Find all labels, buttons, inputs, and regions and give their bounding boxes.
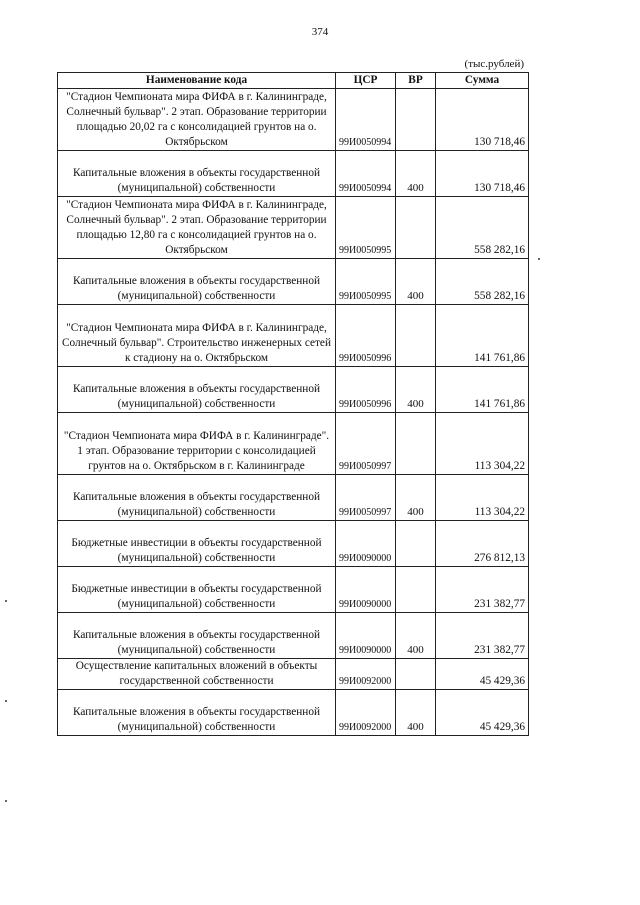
row-sum: 130 718,46 [436, 89, 529, 151]
row-name: Капитальные вложения в объекты государственной (муниципальной) собственности [58, 367, 336, 413]
row-vr [396, 659, 436, 690]
header-sum: Сумма [436, 73, 529, 89]
row-vr: 400 [396, 367, 436, 413]
header-csr: ЦСР [336, 73, 396, 89]
row-vr: 400 [396, 690, 436, 736]
row-vr: 400 [396, 613, 436, 659]
table-row [58, 475, 529, 521]
scan-speck [5, 800, 7, 802]
row-vr [396, 89, 436, 151]
table-row [58, 659, 529, 690]
row-csr: 99И0050996 [336, 305, 396, 367]
row-vr [396, 567, 436, 613]
row-sum: 45 429,36 [436, 659, 529, 690]
row-csr: 99И0090000 [336, 613, 396, 659]
row-vr: 400 [396, 475, 436, 521]
scan-speck [5, 600, 7, 602]
page-number: 374 [311, 26, 329, 38]
row-csr: 99И0050995 [336, 259, 396, 305]
row-vr [396, 413, 436, 475]
units-label: (тыс.рублей) [464, 58, 524, 70]
row-name: "Стадион Чемпионата мира ФИФА в г. Калининграде, Солнечный бульвар". Строительство инженерных сетей к стадиону на о. Октябрьском [58, 305, 336, 367]
row-name: Осуществление капитальных вложений в объекты государственной собственности [58, 659, 336, 690]
row-name: "Стадион Чемпионата мира ФИФА в г. Калининграде, Солнечный бульвар". 2 этап. Образование территории площадью 20,02 га с консолидацией грунтов на о. Октябрьском [58, 89, 336, 151]
row-vr: 400 [396, 259, 436, 305]
row-vr [396, 197, 436, 259]
row-csr: 99И0092000 [336, 659, 396, 690]
row-name: Капитальные вложения в объекты государственной (муниципальной) собственности [58, 151, 336, 197]
row-name: Бюджетные инвестиции в объекты государственной (муниципальной) собственности [58, 521, 336, 567]
table-row [58, 413, 529, 475]
row-sum: 276 812,13 [436, 521, 529, 567]
row-sum: 558 282,16 [436, 197, 529, 259]
row-sum: 45 429,36 [436, 690, 529, 736]
table-row [58, 521, 529, 567]
table-row [58, 197, 529, 259]
table-row [58, 567, 529, 613]
row-csr: 99И0092000 [336, 690, 396, 736]
table-row [58, 613, 529, 659]
row-sum: 113 304,22 [436, 475, 529, 521]
row-sum: 558 282,16 [436, 259, 529, 305]
budget-table [57, 72, 529, 736]
table-row [58, 690, 529, 736]
row-name: Капитальные вложения в объекты государственной (муниципальной) собственности [58, 259, 336, 305]
table-row [58, 151, 529, 197]
row-vr [396, 521, 436, 567]
row-csr: 99И0090000 [336, 567, 396, 613]
row-name: "Стадион Чемпионата мира ФИФА в г. Калининграде, Солнечный бульвар". 2 этап. Образование территории площадью 12,80 га с консолидацией грунтов на о. Октябрьском [58, 197, 336, 259]
row-vr [396, 305, 436, 367]
row-sum: 141 761,86 [436, 305, 529, 367]
row-name: Капитальные вложения в объекты государственной (муниципальной) собственности [58, 613, 336, 659]
row-sum: 231 382,77 [436, 567, 529, 613]
row-sum: 130 718,46 [436, 151, 529, 197]
scan-speck [5, 700, 7, 702]
table-row [58, 305, 529, 367]
row-csr: 99И0050996 [336, 367, 396, 413]
row-csr: 99И0050997 [336, 475, 396, 521]
scan-speck [538, 258, 540, 260]
row-sum: 141 761,86 [436, 367, 529, 413]
row-sum: 231 382,77 [436, 613, 529, 659]
table-row [58, 367, 529, 413]
row-csr: 99И0050995 [336, 197, 396, 259]
row-csr: 99И0050994 [336, 151, 396, 197]
row-vr: 400 [396, 151, 436, 197]
row-name: Бюджетные инвестиции в объекты государственной (муниципальной) собственности [58, 567, 336, 613]
row-name: Капитальные вложения в объекты государственной (муниципальной) собственности [58, 475, 336, 521]
row-name: Капитальные вложения в объекты государственной (муниципальной) собственности [58, 690, 336, 736]
row-csr: 99И0090000 [336, 521, 396, 567]
row-csr: 99И0050994 [336, 89, 396, 151]
row-csr: 99И0050997 [336, 413, 396, 475]
header-name: Наименование кода [58, 73, 336, 89]
row-sum: 113 304,22 [436, 413, 529, 475]
table-header-row [58, 73, 529, 89]
table-row [58, 259, 529, 305]
header-vr: ВР [396, 73, 436, 89]
table-row [58, 89, 529, 151]
row-name: "Стадион Чемпионата мира ФИФА в г. Калининграде". 1 этап. Образование территории с консолидацией грунтов на о. Октябрьском в г. Калининграде [58, 413, 336, 475]
